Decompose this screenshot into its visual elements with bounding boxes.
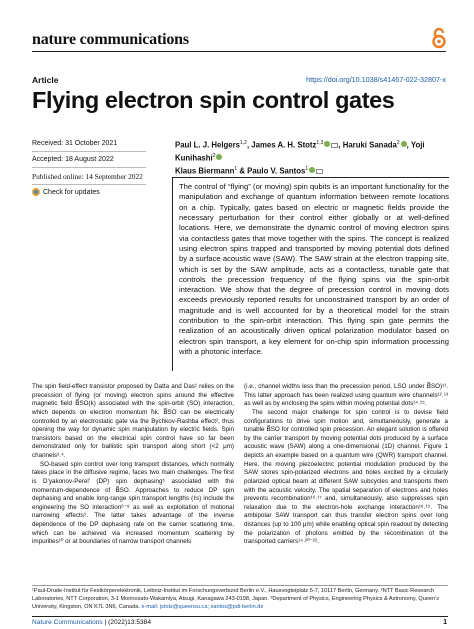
footer-citation [32,619,151,626]
meta-divider [32,184,146,185]
affiliation-text: ¹Paul-Drude-Institut für Festkörperelektronik, Leibniz-Institut im Forschungsverbund Berlin e.V., Hausvogteiplatz 5-7, 10117 Berlin, Germany. ²NTT Basic Research Laboratories, NTT Corporation, 3-1 Morinosato-Wakamiya, Atsugi, Kanagawa 243-0198, Japan. ³Department of Physics, Engineering Physics & Astronomy, Queen’s University, Kingston, ON K7L 3N6, Canada. [32,588,440,610]
check-updates-button[interactable] [32,188,100,196]
body-column-right [244,383,448,547]
body-paragraph: (i.e., channel widths less than the precession period, LSO under B⃗SO)¹¹. This latter approach has been realized using quantum wire channels¹²˒¹³ as well as by enclosing the spins within moving potential dots¹⁴˒¹⁵. [244,383,448,408]
meta-divider [32,167,146,168]
author-list: Paul L. J. Helgers$^{1,2}$, James A. H. Stotz$^{1,3}$ , Haruki Sanada$^2$ , Yoji Kunihashi$^2$ Klaus Biermann$^1$ & Paulo V. Santos$^1$ [175,140,425,176]
footer-rule [32,616,448,617]
affiliations [32,588,448,611]
published-date: Published online: 14 September 2022 [32,172,143,181]
author-name[interactable]: & Paulo V. Santos [237,166,306,176]
author-name[interactable]: , Haruki Sanada [338,140,397,150]
abstract: The control of “flying” (or moving) spin qubits is an important functionality for the manipulation and exchange of quantum information between remote locations on a chip. Typically, gates based on electric or magnetic fields provide the necessary perturbation for their control either globally or at well-defined locations. Here, we demonstrate the dynamic control of moving electron spins via contactless gates that move together with the spins. The concept is realized using electron spins trapped and transported by moving potential dots defined by a surface acoustic wave (SAW). The SAW strain at the electron trapping site, which is set by the SAW amplitude, acts as a contactless, tunable gate that controls the precession frequency of the flying spins via the spin-orbit interaction. We show that the degree of precession control in moving dots exceeds previously reported results for unconstrained transport by an order of magnitude and is well accounted for by a theoretical model for the strain contribution to the spin-orbit interaction. This flying spin gate permits the realization of an acoustically driven optical polarization modulator based on electron spin transport, a key element for on-chip spin information processing with a photonic interface. [172,177,449,371]
article-title: Flying electron spin control gates [32,87,395,113]
author-name[interactable]: Paul L. J. Helgers [175,140,240,150]
received-date: Received: 31 October 2021 [32,140,118,147]
journal-title: nature communications [32,31,189,48]
check-updates-label: Check for updates [43,188,100,196]
meta-divider [32,151,146,152]
page-number: 1 [443,619,447,626]
orcid-icon[interactable] [324,141,330,147]
email-icon[interactable] [316,169,323,174]
article-type-label: Article [32,75,59,85]
body-paragraph: The spin field-effect transistor proposed by Datta and Das¹ relies on the precession of flying (or moving) electron spins around the effective magnetic field B⃗SO(k) associated with the spin-orbit (SO) interaction, which depends on electron momentum ħk. B⃗SO can be electrically controlled by an electrostatic gate via the Bychkov-Rashba effect², thus opening the way for dynamic spin manipulation by electric fields. Spin transistors based on the electrical spin control have so far been demonstrated only for ballistic spin transport along short (<2 μm) channels³˒⁴. [32,383,234,459]
body-column-left [32,383,234,547]
open-access-lock-icon [431,27,447,49]
orcid-icon[interactable] [309,167,315,173]
author-name[interactable]: , James A. H. Stotz [246,140,317,150]
check-updates-icon [32,188,40,196]
body-paragraph: The second major challenge for spin control is to devise field configurations to drive spin motion and, simultaneously, generate a tunable B⃗SO for controlled spin precession. An elegant solution is offered by the carrier transport by moving potential dots produced by a surface acoustic wave (SAW) along a one-dimensional (1D) channel. Figure 1 depicts an example based on a quantum wire (QWR) transport channel. Here, the moving piezoelectric potential modulation produced by the SAW stores spin-polarized electrons and holes excited by a circularly polarized optical beam at different SAW subcycles and transports them with the acoustic velocity. The spatial separation of electrons and holes prevents recombination¹⁶˒¹⁷ and, simultaneously, also suppresses spin relaxation due to the electron-hole exchange interaction¹⁸˒¹⁹. The ambipolar SAW transport can thus transfer electron spins over long distances (up to 100 μm) while enabling optical spin readout by detecting the polarization of photons emitted by the recombination of the transported carriers¹⁴˒²⁰⁻²². [244,408,448,546]
footer-journal[interactable]: Nature Communications [32,619,103,626]
author-name[interactable]: Klaus Biermann [175,166,235,176]
orcid-icon[interactable] [216,154,222,160]
body-paragraph: SO-based spin control over long transport distances, which normally takes place in the diffusive regime, faces two main challenges. The first is D’yakonov-Perel’ (DP) spin dephasing⁵ associated with the momentum-dependence of B⃗SO. Approaches to reduce DP spin dephasing and enable long-range spin transport lengths (ℓs) include the engineering the SO interaction⁶⁻⁸ as well as exploitation of motional narrowing effects⁹. The latter takes advantage of the inverse dependence of the DP dephasing rate on the carrier scattering time, which can be achieved via increased momentum scattering by impurities¹⁰ or at boundaries of narrow transport channels [32,460,234,546]
author-name[interactable]: , Yoji Kunihashi [175,140,425,163]
doi-link[interactable]: https://doi.org/10.1038/s41467-022-32807-x [306,75,446,84]
footer-volume: | (2022)13:5384 [102,619,152,626]
accepted-date: Accepted: 18 August 2022 [32,156,114,163]
header-rule [32,51,446,52]
email-addresses[interactable]: e-mail: jstotz@queensu.ca; santos@pdi-berlin.de [141,603,264,610]
affiliation-divider [32,585,448,586]
